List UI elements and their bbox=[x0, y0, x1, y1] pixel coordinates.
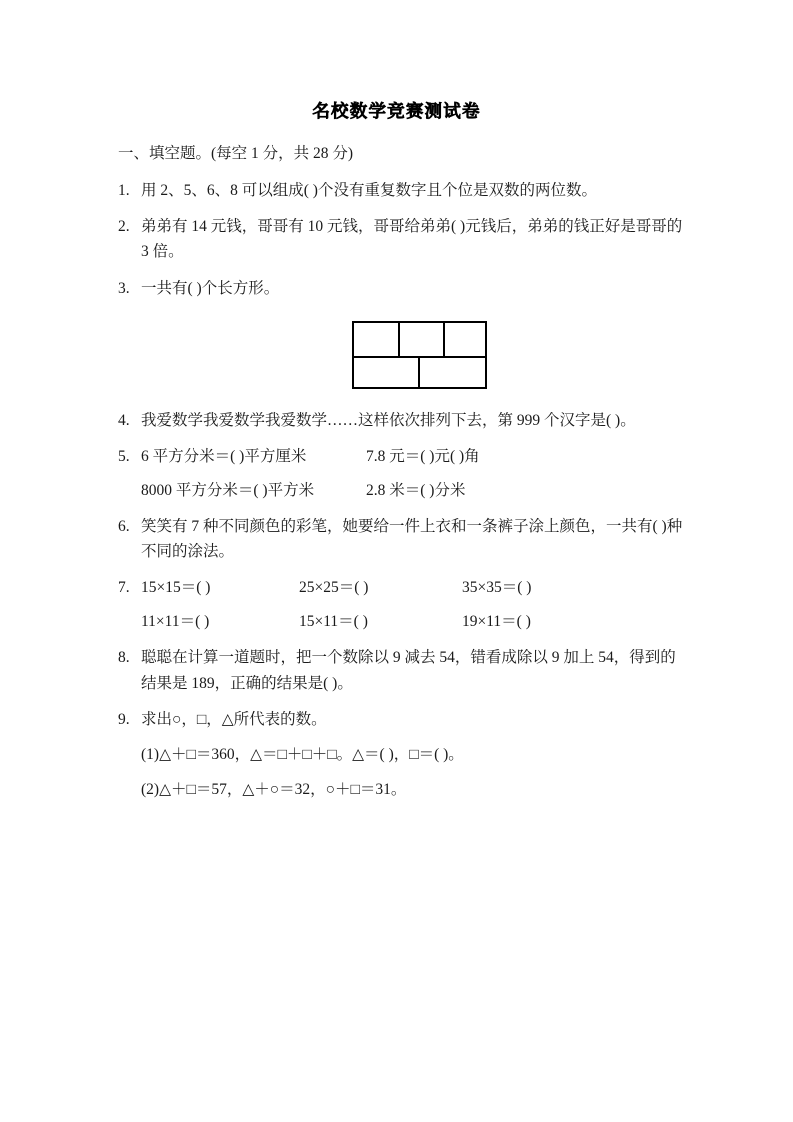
question-3-number: 3. bbox=[118, 279, 130, 297]
question-3-figure-area bbox=[141, 307, 688, 393]
section-heading-fill-in-blanks: 一、填空题。(每空 1 分，共 28 分) bbox=[118, 145, 354, 162]
question-3-body bbox=[141, 276, 688, 397]
question-1-body bbox=[141, 178, 688, 203]
question-5-row-1-left: 6 平方分米＝( )平方厘米 bbox=[141, 447, 307, 465]
question-5-number: 5. bbox=[118, 447, 130, 465]
question-6-text: 笑笑有 7 种不同颜色的彩笔，她要给一件上衣和一条裤子涂上颜色，一共有( )种不同的涂法。 bbox=[141, 518, 683, 561]
question-1 bbox=[118, 178, 688, 203]
question-7-item-5: 15×11＝( ) bbox=[299, 613, 368, 631]
question-9-subitem-2: (2)△＋□＝57，△＋○＝32，○＋□＝31。 bbox=[141, 780, 407, 798]
question-7 bbox=[118, 575, 688, 634]
question-2-body bbox=[141, 214, 688, 264]
question-7-number: 7. bbox=[118, 579, 130, 597]
question-3-text: 一共有( )个长方形。 bbox=[141, 279, 280, 297]
question-5-row-1-right: 7.8 元＝( )元( )角 bbox=[366, 447, 480, 465]
figure-bottom-divider-1 bbox=[418, 356, 420, 389]
question-2 bbox=[118, 214, 688, 264]
question-1-number: 1. bbox=[118, 182, 130, 200]
question-6-number: 6. bbox=[118, 518, 130, 536]
rectangle-count-figure bbox=[352, 321, 487, 389]
question-8-text: 聪聪在计算一道题时，把一个数除以 9 减去 54，错看成除以 9 加上 54，得到的结果是 189，正确的结果是( )。 bbox=[141, 649, 676, 692]
question-9-text: 求出○，□，△所代表的数。 bbox=[141, 710, 327, 728]
question-7-item-2: 25×25＝( ) bbox=[299, 579, 369, 597]
question-7-row-2 bbox=[141, 609, 688, 634]
question-4-text: 我爱数学我爱数学我爱数学……这样依次排列下去，第 999 个汉字是( )。 bbox=[141, 411, 636, 429]
figure-top-divider-2 bbox=[443, 323, 445, 356]
question-5-row-2-right: 2.8 米＝( )分米 bbox=[366, 481, 466, 499]
question-7-item-6: 19×11＝( ) bbox=[462, 613, 531, 631]
question-5-body bbox=[141, 444, 688, 503]
question-7-row-1 bbox=[141, 575, 688, 600]
question-9 bbox=[118, 707, 688, 802]
question-3 bbox=[118, 276, 688, 397]
question-5 bbox=[118, 444, 688, 503]
question-8-body bbox=[141, 645, 688, 695]
page-title: 名校数学竞赛测试卷 bbox=[312, 102, 481, 122]
question-6 bbox=[118, 514, 688, 564]
question-4-body bbox=[141, 408, 688, 433]
question-9-body bbox=[141, 707, 688, 802]
question-1-text: 用 2、5、6、8 可以组成( )个没有重复数字且个位是双数的两位数。 bbox=[141, 182, 597, 200]
document-body bbox=[118, 142, 688, 813]
question-7-item-4: 11×11＝( ) bbox=[141, 613, 210, 631]
question-2-number: 2. bbox=[118, 218, 130, 236]
question-8 bbox=[118, 645, 688, 695]
question-4-number: 4. bbox=[118, 411, 130, 429]
question-9-subitem-1: (1)△＋□＝360，△＝□＋□＋□。△＝( )，□＝( )。 bbox=[141, 745, 464, 763]
figure-top-divider-1 bbox=[398, 323, 400, 356]
question-7-item-1: 15×15＝( ) bbox=[141, 579, 211, 597]
question-8-number: 8. bbox=[118, 649, 130, 667]
question-6-body bbox=[141, 514, 688, 564]
question-5-row-2-left: 8000 平方分米＝( )平方米 bbox=[141, 481, 315, 499]
question-4 bbox=[118, 408, 688, 433]
question-5-row-2 bbox=[141, 478, 688, 503]
question-7-body bbox=[141, 575, 688, 634]
question-7-item-3: 35×35＝( ) bbox=[462, 579, 532, 597]
question-2-text: 弟弟有 14 元钱，哥哥有 10 元钱，哥哥给弟弟( )元钱后，弟弟的钱正好是哥哥的 3 倍。 bbox=[141, 218, 683, 261]
question-9-number: 9. bbox=[118, 710, 130, 728]
question-5-row-1 bbox=[141, 444, 688, 469]
